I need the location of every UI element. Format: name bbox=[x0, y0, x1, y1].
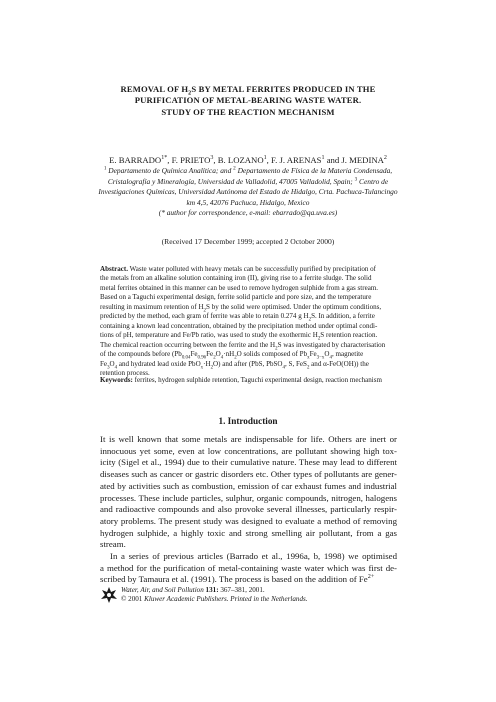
affiliations: $^1$ Departamento de Química Analítica; and $^2$ Departamento de Física de la Materia Condensada, Cristalografía y Mineralogía, Universidad de Valladolid, 47005 Valladolid, Spain; $^3$ Centro de Investigaciones Químicas, Universidad Autónoma del Estado de Hidalgo, Crta. Pachuca-Tulancingo km 4,5, 42076 Pachuca, Hidalgo, Mexico (* author for correspondence, e-mail: ebarrado@qa.uva.es) bbox=[98, 165, 398, 218]
paragraph-1: It is well known that some metals are indispensable for life. Others are inert or innocuous yet some, even at low concentrations, are pollutant showing high tox- icity (Sigel et al., 1994) due to their cumulative nature. These may lead to different diseases such as cancer or gastric disorders etc. Other types of pollutants are gener- ated by activities such as combustion, emission of car exhaust fumes and industrial processes. These include particles, sulphur, organic compounds, nitrogen, halogens and radioactive compounds and also provoke several illnesses, particularly respir- atory problems. The present study was designed to evaluate a method of removing hydrogen sulphide, a highly toxic and strong smelling air pollutant, from a gas stream. bbox=[100, 434, 397, 550]
journal-footer bbox=[100, 586, 400, 610]
title-line-1: REMOVAL OF $H_2S$ BY METAL FERRITES PRODUCED IN THE bbox=[120, 84, 376, 97]
article-title bbox=[70, 84, 426, 118]
body-text bbox=[100, 434, 397, 586]
keywords: Keywords: ferrites, hydrogen sulphide retention, Taguchi experimental design, reaction mechanism bbox=[100, 376, 382, 384]
title-line-3: STUDY OF THE REACTION MECHANISM bbox=[161, 106, 335, 117]
publisher-logo-icon bbox=[100, 586, 118, 604]
paragraph-2: In a series of previous articles (Barrado et al., 1996a, b, 1998) we optimised a method for the purification of metal-containing waste water which was first de- scribed by Tamaura et al. (1991). The process is based on the addition of $Fe^{2+}$ bbox=[100, 551, 397, 585]
abstract: Abstract. Waste water polluted with heavy metals can be successfully purified by precipitation of the metals from an alkaline solution containing iron (II), giving rise to a ferrite sludge. The solid metal ferrites obtained in this manner can be used to remove hydrogen sulphide from a gas stream. Based on a Taguchi experimental design, ferrite solid particle and pore size, and the temperature resulting in maximum retention of $H_2S$ by the solid were optimised. Under the optimum conditions, predicted by the method, each gram of ferrite was able to retain 0.274 g $H_2S$. In addition, a ferrite containing a known lead concentration, obtained by the precipitation method under optimal condi- tions of pH, temperature and Fe/Pb ratio, was used to study the exothermic $H_2S$ retention reaction. The chemical reaction occurring between the ferrite and the $H_2S$ was investigated by characterisation of the compounds before ($Pb_{0.04}Fe_{0.96}Fe_2O_4\cdot nH_2O$ solids composed of $Pb_xFe_{3-x}O_4$, magnetite $Fe_3O_4$ and hydrated lead oxide $PbO_x\cdot H_2O$) and after (PbS, PbSO$_4$, S, FeS$_2$ and α-FeO(OH)) the retention process. bbox=[100, 265, 386, 377]
copyright-notice: © 2001 Kluwer Academic Publishers. Printed in the Netherlands. bbox=[121, 595, 308, 604]
section-heading-introduction: 1. Introduction bbox=[218, 416, 278, 426]
author-list: E. $BARRADO^{1*}$, F. PRIETO$^3$, B. LOZANO$^1$, F. J. ARENAS$^1$ and J. MEDINA$^2$ bbox=[109, 155, 387, 165]
title-line-2: PURIFICATION OF METAL-BEARING WASTE WATER. bbox=[134, 95, 362, 106]
received-dates: (Received 17 December 1999; accepted 2 October 2000) bbox=[161, 237, 335, 246]
journal-citation: Water, Air, and Soil Pollution 131: 367–381, 2001. bbox=[121, 586, 265, 594]
